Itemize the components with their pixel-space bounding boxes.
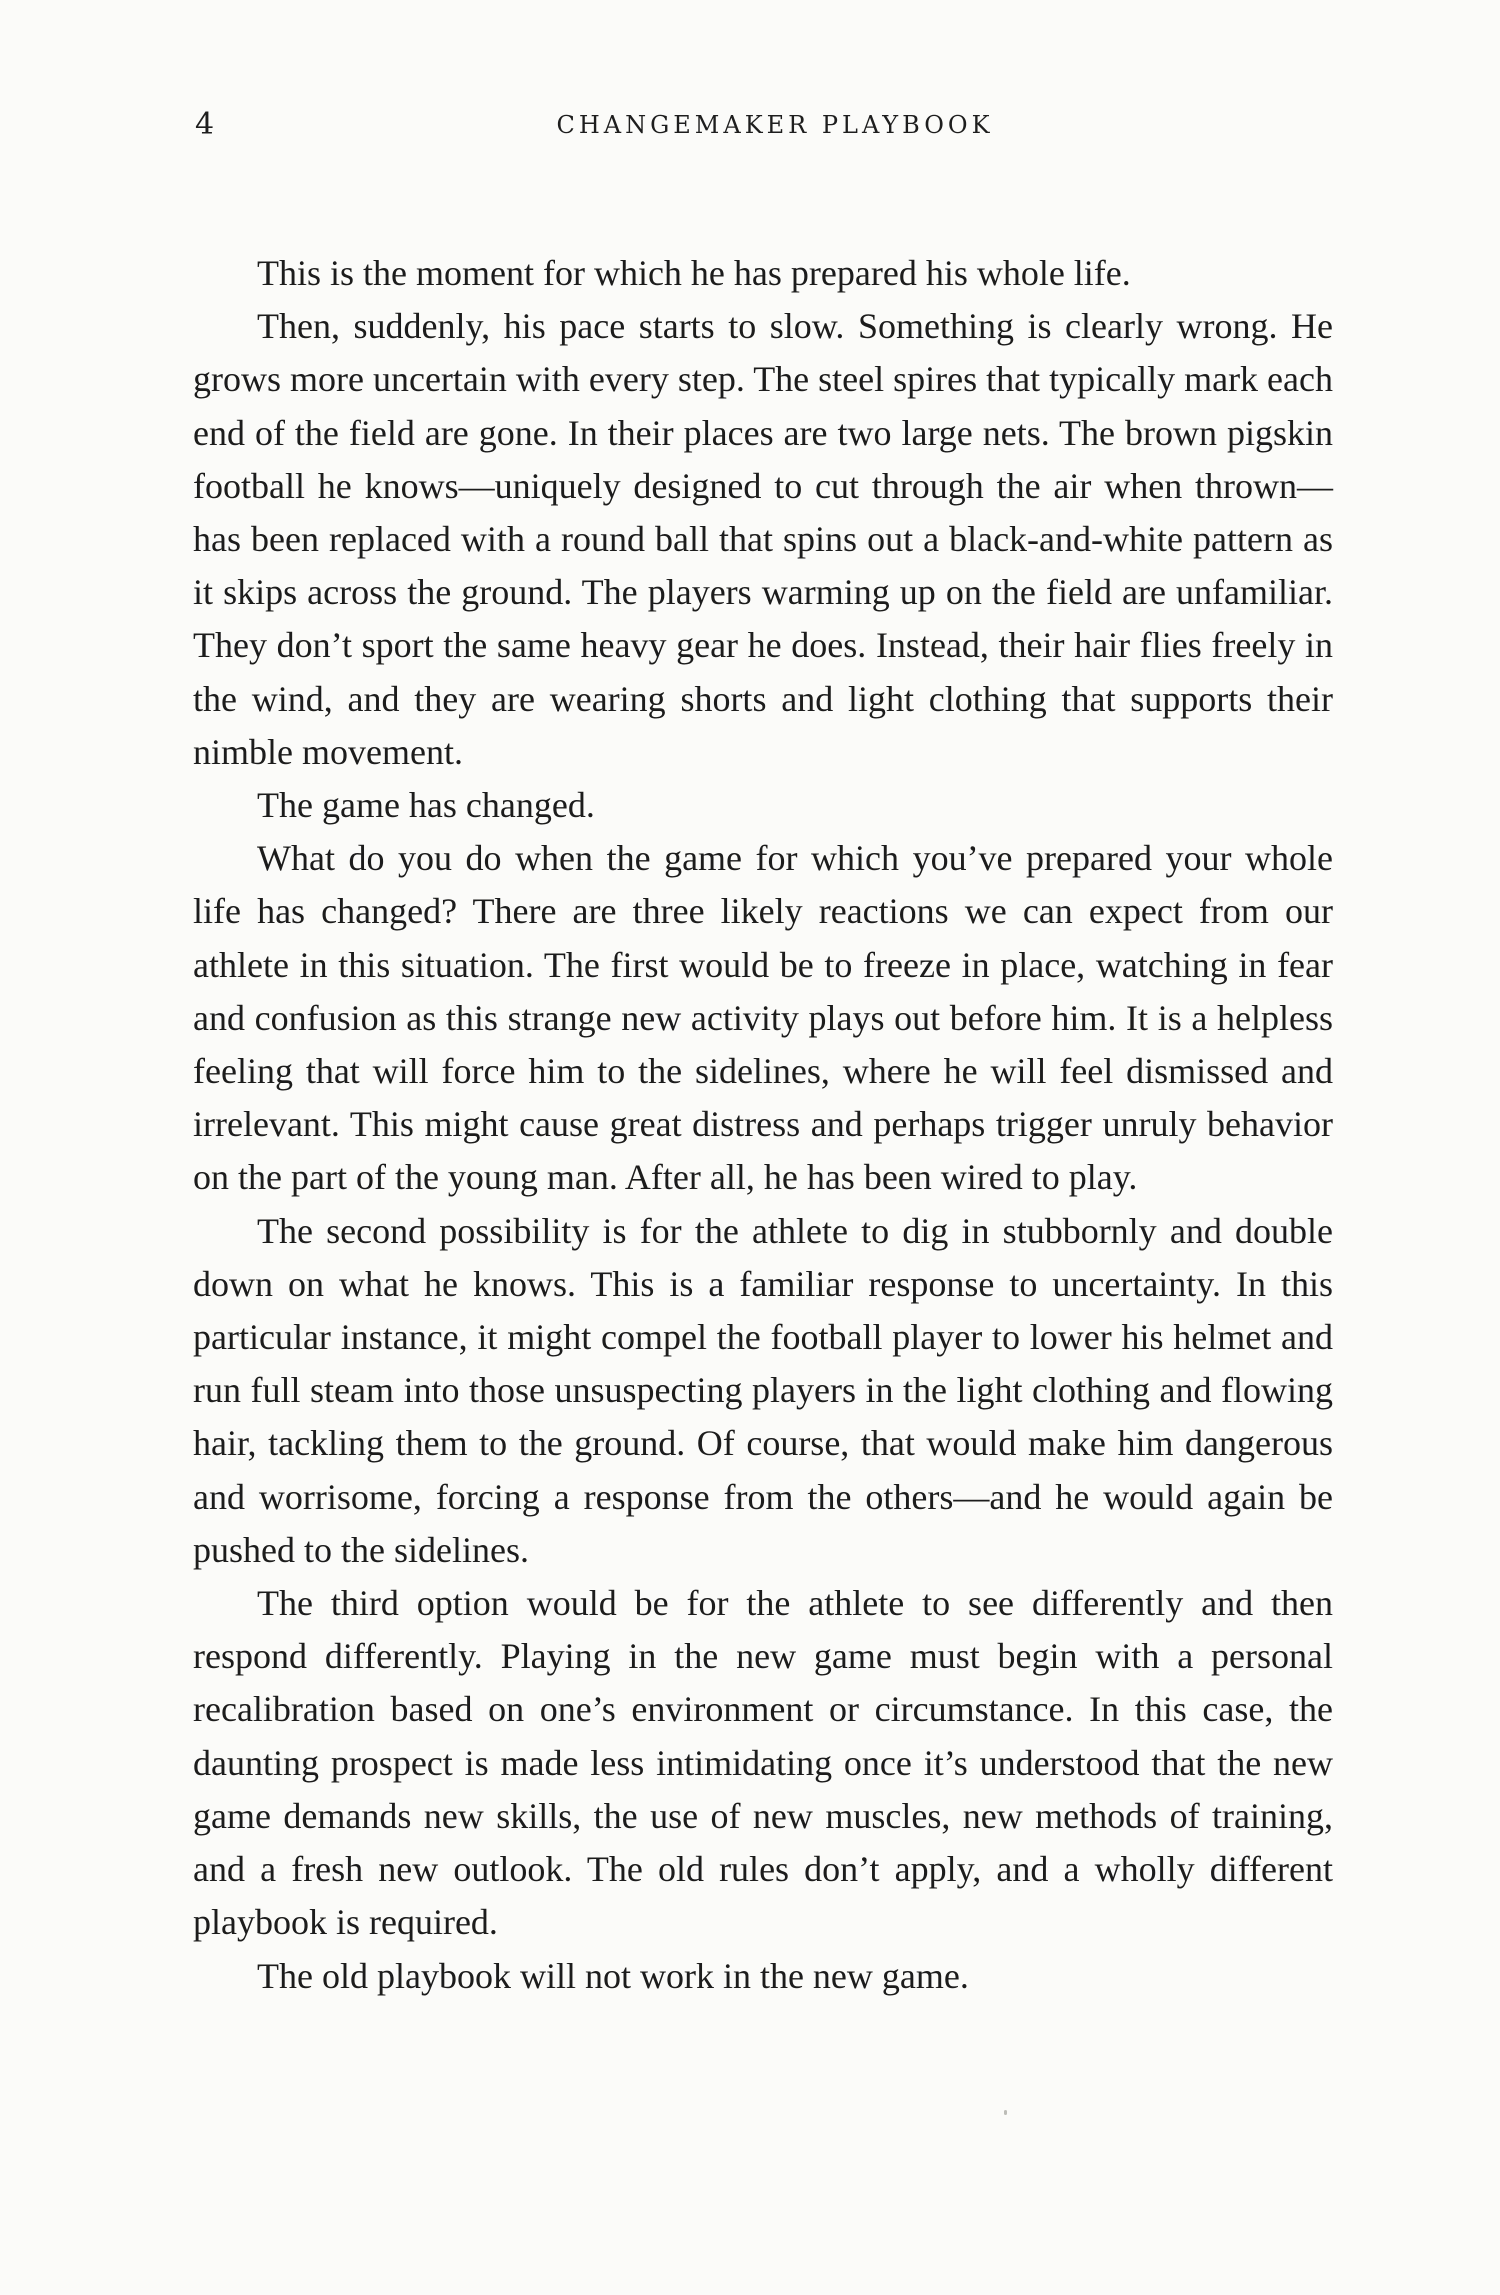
page-number: 4 <box>195 107 215 142</box>
book-title: CHANGEMAKER PLAYBOOK <box>556 111 994 139</box>
running-head <box>195 100 1335 150</box>
body-text <box>193 247 1333 2003</box>
paragraph: The game has changed. <box>257 785 595 826</box>
paragraph: This is the moment for which he has prepared his whole life. <box>257 253 1131 293</box>
paragraph: The third option would be for the athlete to see differently and then respond differently. Playing in the new game must begin with a personal recalibration based on one’s environment or circumstance. In this case, the daunting prospect is made less intimidating once it’s understood that the new game demands new skills, the use of new muscles, new methods of training, and a fresh new outlook. The old rules don’t apply, and a wholly different playbook is required. <box>193 1583 1333 1943</box>
paragraph: Then, suddenly, his pace starts to slow. Something is clearly wrong. He grows more uncertain with every step. The steel spires that typically mark each end of the field are gone. In their places are two large nets. The brown pigskin football he knows—uniquely designed to cut through the air when thrown—has been replaced with a round ball that spins out a black-and-white pattern as it skips across the ground. The players warming up on the field are unfamiliar. They don’t sport the same heavy gear he does. Instead, their hair flies freely in the wind, and they are wearing shorts and light clothing that supports their nimble movement. <box>193 306 1333 772</box>
paragraph: The old playbook will not work in the new game. <box>257 1955 969 1996</box>
paragraph: What do you do when the game for which you’ve prepared your whole life has changed? There are three likely reactions we can expect from our athlete in this situation. The first would be to freeze in place, watching in fear and confusion as this strange new activity plays out before him. It is a helpless feeling that will force him to the sidelines, where he will feel dismissed and irrelevant. This might cause great distress and perhaps trigger unruly behavior on the part of the young man. After all, he has been wired to play. <box>193 838 1333 1198</box>
paragraph: The second possibility is for the athlete to dig in stubbornly and double down on what he knows. This is a familiar response to uncertainty. In this particular instance, it might compel the football player to lower his helmet and run full steam into those unsuspecting players in the light clothing and flowing hair, tackling them to the ground. Of course, that would make him dangerous and worrisome, forcing a response from the others—and he would again be pushed to the sidelines. <box>193 1210 1333 1570</box>
scan-speck <box>1004 2110 1007 2115</box>
